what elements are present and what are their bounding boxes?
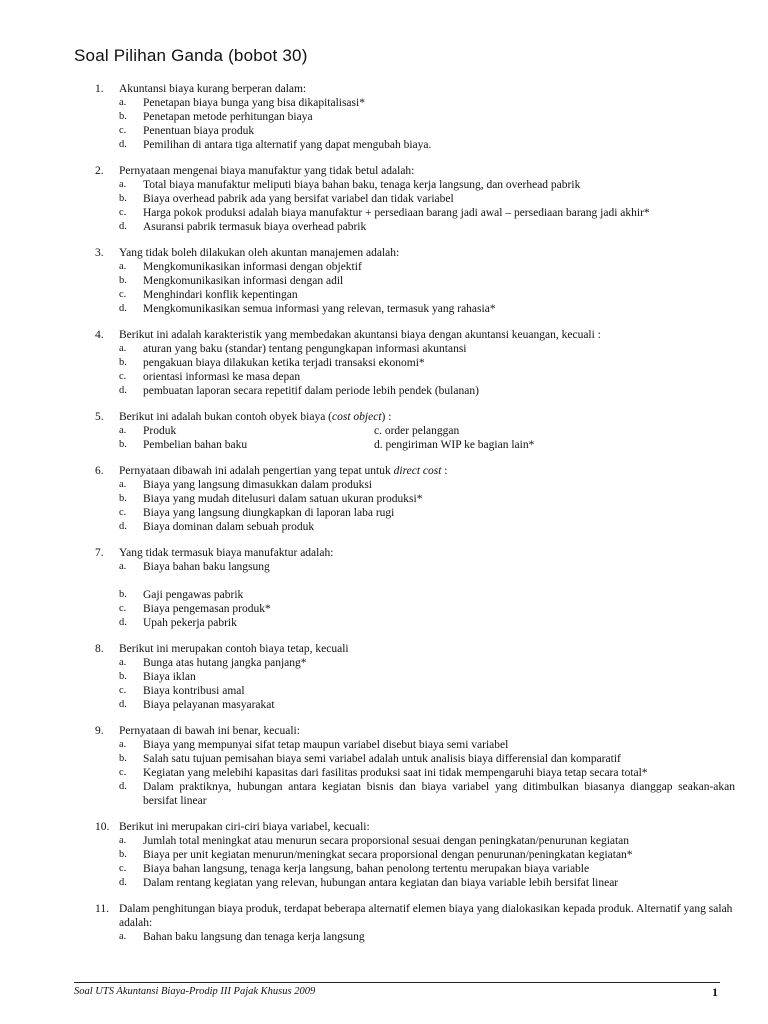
option-a: a. Bunga atas hutang jangka panjang* (119, 657, 307, 669)
question-11 (95, 902, 735, 944)
page-number: 1 (712, 985, 718, 999)
option-d: d. Dalam rentang kegiatan yang relevan, hubungan antara kegiatan dan biaya variable lebih bersifat linear (119, 877, 619, 889)
question-number: 10. (95, 821, 110, 833)
option-d: d. pengiriman WIP ke bagian lain* (374, 439, 535, 451)
question-text: Yang tidak termasuk biaya manufaktur adalah: (119, 547, 334, 559)
question-text: Berikut ini merupakan ciri-ciri biaya variabel, kecuali: (119, 821, 370, 833)
footer-divider (74, 982, 720, 983)
question-text: Berikut ini merupakan contoh biaya tetap, kecuali (119, 643, 349, 655)
question-5 (95, 410, 735, 452)
section-heading: Soal Pilihan Ganda (bobot 30) (74, 46, 308, 65)
option-a: a. Total biaya manufaktur meliputi biaya bahan baku, tenaga kerja langsung, dan overhead pabrik (119, 179, 581, 191)
option-a: a. Penetapan biaya bunga yang bisa dikapitalisasi* (119, 97, 365, 109)
option-c: c. Kegiatan yang melebihi kapasitas dari fasilitas produksi saat ini tidak mempengaruhi biaya tetap secara total* (119, 767, 648, 779)
question-4 (95, 328, 735, 398)
option-b: b. Gaji pengawas pabrik (119, 589, 244, 601)
question-7 (95, 546, 735, 630)
question-list (95, 82, 735, 956)
footer-text: Soal UTS Akuntansi Biaya-Prodip III Pajak Khusus 2009 (74, 986, 316, 997)
option-d: d. Upah pekerja pabrik (119, 617, 237, 629)
option-c: c. order pelanggan (374, 425, 460, 437)
question-text: Pernyataan mengenai biaya manufaktur yang tidak betul adalah: (119, 165, 415, 177)
option-c: c. Menghindari konflik kepentingan (119, 289, 298, 301)
option-d: d. Dalam praktiknya, hubungan antara kegiatan bisnis dan biaya variabel yang ditimbulkan biasanya dianggap seakan-akan bersifat linear (119, 781, 735, 807)
option-b: Pembelian bahan baku (143, 439, 248, 451)
question-text: Yang tidak boleh dilakukan oleh akuntan manajemen adalah: (119, 247, 400, 259)
question-2 (95, 164, 735, 234)
option-c: c. Biaya bahan langsung, tenaga kerja langsung, bahan penolong tertentu merupakan biaya variable (119, 863, 590, 875)
question-text: Akuntansi biaya kurang berperan dalam: (119, 83, 307, 95)
question-text: Pernyataan dibawah ini adalah pengertian yang tepat untuk direct cost : (119, 465, 448, 477)
question-number: 11. (95, 903, 109, 915)
question-number: 4. (95, 329, 104, 341)
option-b: b. Biaya overhead pabrik ada yang bersifat variabel dan tidak variabel (119, 193, 454, 205)
question-10 (95, 820, 735, 890)
question-text: Dalam penghitungan biaya produk, terdapat beberapa alternatif elemen biaya yang dialokasikan kepada produk. Alternatif yang salah adalah: (119, 903, 733, 929)
question-3 (95, 246, 735, 316)
option-d: d. pembuatan laporan secara repetitif dalam periode lebih pendek (bulanan) (119, 385, 479, 397)
option-b: b. Biaya iklan (119, 671, 196, 683)
option-a: Produk (143, 425, 177, 437)
option-b: b. Biaya per unit kegiatan menurun/meningkat secara proporsional dengan penurunan/peningkatan kegiatan* (119, 849, 633, 861)
question-9 (95, 724, 735, 808)
option-a: a. aturan yang baku (standar) tentang pengungkapan informasi akuntansi (119, 343, 467, 355)
option-a: a. Jumlah total meningkat atau menurun secara proporsional sesuai dengan peningkatan/penurunan kegiatan (119, 835, 630, 847)
option-d: d. Mengkomunikasikan semua informasi yang relevan, termasuk yang rahasia* (119, 303, 496, 315)
option-d: d. Biaya pelayanan masyarakat (119, 699, 275, 711)
option-b: b. Penetapan metode perhitungan biaya (119, 111, 313, 123)
question-6 (95, 464, 735, 534)
question-text: Berikut ini adalah bukan contoh obyek biaya (cost object) : (119, 411, 392, 423)
option-d: d. Biaya dominan dalam sebuah produk (119, 521, 315, 533)
question-number: 1. (95, 83, 104, 95)
option-a: a. Mengkomunikasikan informasi dengan objektif (119, 261, 362, 273)
question-8 (95, 642, 735, 712)
option-row-ac: a. Produk c. order pelanggan (119, 425, 460, 437)
option-b: b. Mengkomunikasikan informasi dengan adil (119, 275, 344, 287)
question-number: 3. (95, 247, 104, 259)
option-a: a. Biaya bahan baku langsung (119, 561, 270, 573)
question-number: 7. (95, 547, 104, 559)
option-c: c. Biaya pengemasan produk* (119, 603, 271, 615)
question-number: 8. (95, 643, 104, 655)
option-a: a. Biaya yang langsung dimasukkan dalam produksi (119, 479, 373, 491)
option-b: b. Salah satu tujuan pemisahan biaya semi variabel adalah untuk analisis biaya differensial dan komparatif (119, 753, 621, 765)
option-a: a. Biaya yang mempunyai sifat tetap maupun variabel disebut biaya semi variabel (119, 739, 509, 751)
option-d: d. Asuransi pabrik termasuk biaya overhead pabrik (119, 221, 367, 233)
option-c: c. Biaya yang langsung diungkapkan di laporan laba rugi (119, 507, 395, 519)
question-number: 6. (95, 465, 104, 477)
question-text: Berikut ini adalah karakteristik yang membedakan akuntansi biaya dengan akuntansi keuangan, kecuali : (119, 329, 601, 341)
question-number: 2. (95, 165, 104, 177)
question-number: 5. (95, 411, 104, 423)
option-c: c. Harga pokok produksi adalah biaya manufaktur + persediaan barang jadi awal – persediaan barang jadi akhir* (119, 207, 650, 219)
question-1 (95, 82, 735, 152)
option-a: a. Bahan baku langsung dan tenaga kerja langsung (119, 931, 365, 943)
option-c: c. Penentuan biaya produk (119, 125, 255, 137)
option-b: b. Biaya yang mudah ditelusuri dalam satuan ukuran produksi* (119, 493, 423, 505)
option-c: c. orientasi informasi ke masa depan (119, 371, 301, 383)
option-c: c. Biaya kontribusi amal (119, 685, 245, 697)
question-text: Pernyataan di bawah ini benar, kecuali: (119, 725, 300, 737)
option-row-bd: b. Pembelian bahan baku d. pengiriman WIP ke bagian lain* (119, 439, 535, 451)
option-d: d. Pemilihan di antara tiga alternatif yang dapat mengubah biaya. (119, 139, 432, 151)
option-b: b. pengakuan biaya dilakukan ketika terjadi transaksi ekonomi* (119, 357, 425, 369)
question-number: 9. (95, 725, 104, 737)
